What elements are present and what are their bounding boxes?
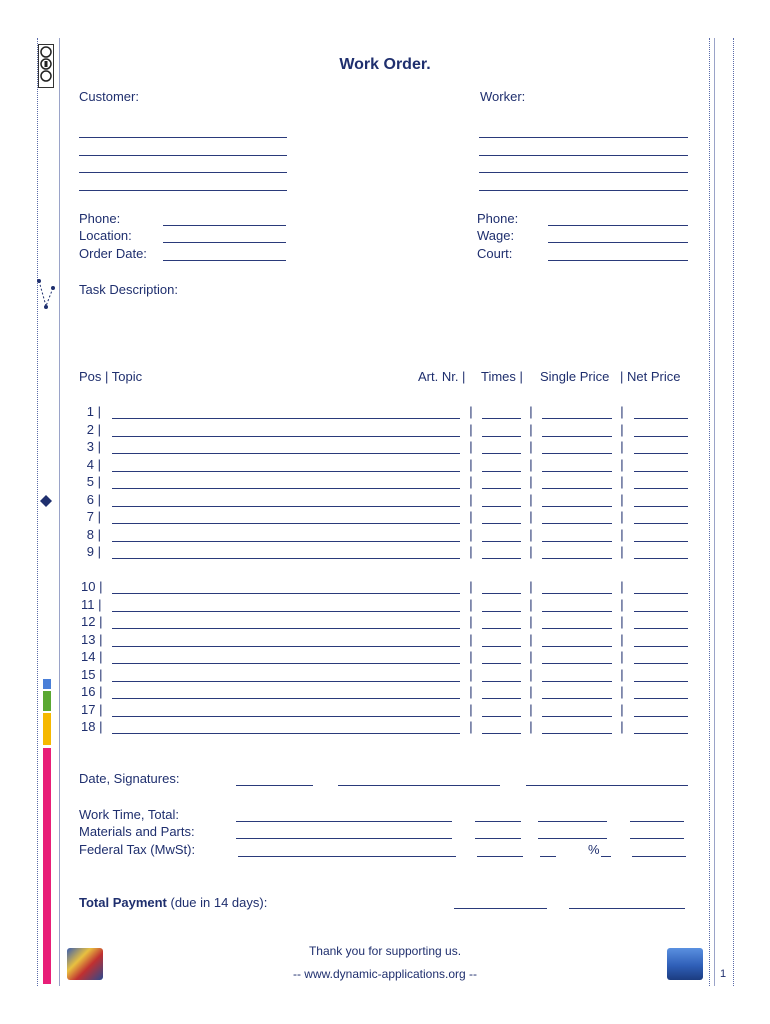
row-separator: |	[469, 527, 473, 542]
tax-rate-field[interactable]	[601, 856, 611, 857]
row-number: 12 |	[81, 614, 103, 629]
row-number: 6 |	[86, 492, 101, 507]
total-payment-field-1[interactable]	[454, 908, 547, 909]
customer-address-line-2[interactable]	[79, 155, 287, 156]
row-separator: |	[529, 544, 533, 559]
page-title: Work Order.	[339, 56, 431, 73]
customer-location-field[interactable]	[163, 242, 286, 243]
tax-desc-field[interactable]	[238, 856, 456, 857]
row-separator: |	[469, 579, 473, 594]
row-number: 9 |	[86, 544, 101, 559]
row-net-price-field[interactable]	[634, 663, 688, 664]
materials-price-field[interactable]	[538, 838, 607, 839]
row-topic-field[interactable]	[112, 488, 460, 489]
row-separator: |	[529, 684, 533, 699]
row-separator: |	[620, 544, 624, 559]
row-separator: |	[620, 719, 624, 734]
row-separator: |	[620, 614, 624, 629]
row-single-price-field[interactable]	[542, 453, 612, 454]
row-topic-field[interactable]	[112, 541, 460, 542]
customer-address-line-3[interactable]	[79, 172, 287, 173]
row-number: 8 |	[86, 527, 101, 542]
row-times-field[interactable]	[482, 453, 521, 454]
row-separator: |	[620, 439, 624, 454]
row-net-price-field[interactable]	[634, 628, 688, 629]
signature-field-1[interactable]	[338, 785, 500, 786]
worker-address-line-1[interactable]	[479, 137, 688, 138]
materials-net-field[interactable]	[630, 838, 684, 839]
row-separator: |	[529, 719, 533, 734]
row-separator: |	[469, 684, 473, 699]
row-net-price-field[interactable]	[634, 488, 688, 489]
row-number: 16 |	[81, 684, 103, 699]
row-topic-field[interactable]	[112, 453, 460, 454]
row-separator: |	[529, 667, 533, 682]
row-number: 13 |	[81, 632, 103, 647]
row-net-price-field[interactable]	[634, 716, 688, 717]
cc-license-icon	[38, 44, 54, 88]
left-solid-rule	[59, 38, 60, 986]
row-separator: |	[469, 544, 473, 559]
row-separator: |	[620, 684, 624, 699]
row-separator: |	[620, 702, 624, 717]
left-dotted-rule	[37, 38, 38, 986]
row-times-field[interactable]	[482, 593, 521, 594]
total-payment-label	[79, 895, 267, 911]
row-separator: |	[469, 719, 473, 734]
customer-label: Customer:	[79, 89, 139, 104]
row-number: 15 |	[81, 667, 103, 682]
date-field[interactable]	[236, 785, 313, 786]
right-dotted-rule-1	[709, 38, 710, 986]
row-net-price-field[interactable]	[634, 523, 688, 524]
row-times-field[interactable]	[482, 733, 521, 734]
row-net-price-field[interactable]	[634, 418, 688, 419]
customer-phone-label: Phone:	[79, 211, 121, 226]
row-single-price-field[interactable]	[542, 663, 612, 664]
row-separator: |	[529, 457, 533, 472]
row-separator: |	[620, 527, 624, 542]
row-topic-field[interactable]	[112, 611, 460, 612]
row-separator: |	[620, 457, 624, 472]
customer-phone-field[interactable]	[163, 225, 286, 226]
row-single-price-field[interactable]	[542, 681, 612, 682]
row-separator: |	[620, 492, 624, 507]
times-header: Times |	[481, 369, 523, 384]
row-separator: |	[469, 632, 473, 647]
row-separator: |	[620, 404, 624, 419]
row-separator: |	[529, 404, 533, 419]
row-separator: |	[529, 579, 533, 594]
row-single-price-field[interactable]	[542, 698, 612, 699]
row-topic-field[interactable]	[112, 523, 460, 524]
row-separator: |	[529, 422, 533, 437]
row-separator: |	[529, 614, 533, 629]
row-topic-field[interactable]	[112, 663, 460, 664]
row-times-field[interactable]	[482, 716, 521, 717]
customer-location-label: Location:	[79, 228, 132, 243]
row-times-field[interactable]	[482, 436, 521, 437]
row-single-price-field[interactable]	[542, 733, 612, 734]
worker-phone-label: Phone:	[477, 211, 519, 226]
row-separator: |	[620, 597, 624, 612]
row-separator: |	[620, 509, 624, 524]
work-time-desc-field[interactable]	[236, 821, 452, 822]
worker-court-field[interactable]	[548, 260, 688, 261]
row-separator: |	[469, 457, 473, 472]
row-number: 1 |	[86, 404, 101, 419]
row-topic-field[interactable]	[112, 593, 460, 594]
row-separator: |	[529, 649, 533, 664]
row-number: 11 |	[81, 597, 102, 612]
row-times-field[interactable]	[482, 628, 521, 629]
row-single-price-field[interactable]	[542, 558, 612, 559]
footer-thanks: Thank you for supporting us.	[308, 944, 462, 958]
total-payment-bold: Total Payment	[79, 895, 167, 910]
fold-mark-icon	[36, 278, 56, 312]
worker-wage-label: Wage:	[477, 228, 515, 243]
right-solid-rule	[714, 38, 715, 986]
row-number: 4 |	[86, 457, 101, 472]
row-times-field[interactable]	[482, 681, 521, 682]
row-separator: |	[529, 439, 533, 454]
row-topic-field[interactable]	[112, 506, 460, 507]
row-number: 17 |	[81, 702, 103, 717]
federal-tax-label: Federal Tax (MwSt):	[79, 842, 196, 857]
row-separator: |	[469, 439, 473, 454]
row-net-price-field[interactable]	[634, 541, 688, 542]
materials-desc-field[interactable]	[236, 838, 452, 839]
percent-sign: %	[588, 842, 600, 857]
row-separator: |	[469, 702, 473, 717]
row-separator: |	[469, 509, 473, 524]
row-separator: |	[529, 509, 533, 524]
work-time-price-field[interactable]	[538, 821, 607, 822]
row-topic-field[interactable]	[112, 733, 460, 734]
row-separator: |	[469, 492, 473, 507]
row-topic-field[interactable]	[112, 681, 460, 682]
row-net-price-field[interactable]	[634, 471, 688, 472]
row-number: 18 |	[81, 719, 103, 734]
row-separator: |	[529, 702, 533, 717]
worker-wage-field[interactable]	[548, 242, 688, 243]
row-single-price-field[interactable]	[542, 716, 612, 717]
row-times-field[interactable]	[482, 541, 521, 542]
row-times-field[interactable]	[482, 523, 521, 524]
customer-address-line-1[interactable]	[79, 137, 287, 138]
row-net-price-field[interactable]	[634, 611, 688, 612]
row-net-price-field[interactable]	[634, 698, 688, 699]
total-payment-note: (due in 14 days):	[166, 895, 268, 910]
materials-qty-field[interactable]	[475, 838, 521, 839]
row-separator: |	[469, 422, 473, 437]
art-nr-header: Art. Nr. |	[418, 369, 466, 384]
row-times-field[interactable]	[482, 663, 521, 664]
row-net-price-field[interactable]	[634, 593, 688, 594]
row-separator: |	[469, 649, 473, 664]
left-logo-image	[67, 948, 103, 980]
row-topic-field[interactable]	[112, 418, 460, 419]
row-single-price-field[interactable]	[542, 471, 612, 472]
row-net-price-field[interactable]	[634, 681, 688, 682]
row-times-field[interactable]	[482, 471, 521, 472]
worker-address-line-3[interactable]	[479, 172, 688, 173]
row-net-price-field[interactable]	[634, 453, 688, 454]
net-price-header: | Net Price	[620, 369, 681, 384]
row-number: 14 |	[81, 649, 103, 664]
row-single-price-field[interactable]	[542, 611, 612, 612]
footer-website[interactable]: -- www.dynamic-applications.org --	[292, 967, 478, 981]
worker-address-line-4[interactable]	[479, 190, 688, 191]
row-times-field[interactable]	[482, 558, 521, 559]
row-separator: |	[620, 474, 624, 489]
row-separator: |	[469, 614, 473, 629]
row-times-field[interactable]	[482, 418, 521, 419]
row-separator: |	[620, 667, 624, 682]
row-topic-field[interactable]	[112, 698, 460, 699]
color-bar-pink	[43, 748, 51, 984]
row-separator: |	[620, 649, 624, 664]
pos-topic-header: Pos | Topic	[79, 369, 143, 384]
row-single-price-field[interactable]	[542, 506, 612, 507]
row-number: 2 |	[86, 422, 101, 437]
row-number: 7 |	[86, 509, 101, 524]
tax-net-field[interactable]	[632, 856, 686, 857]
worker-court-label: Court:	[477, 246, 513, 261]
row-separator: |	[529, 597, 533, 612]
row-topic-field[interactable]	[112, 471, 460, 472]
row-separator: |	[469, 597, 473, 612]
color-bar-green	[43, 691, 51, 711]
row-net-price-field[interactable]	[634, 506, 688, 507]
work-time-net-field[interactable]	[630, 821, 684, 822]
single-price-header: Single Price	[540, 369, 610, 384]
total-payment-field-2[interactable]	[569, 908, 685, 909]
row-number: 5 |	[86, 474, 101, 489]
work-time-label: Work Time, Total:	[79, 807, 179, 822]
row-separator: |	[529, 632, 533, 647]
page-number: 1	[720, 968, 727, 980]
row-times-field[interactable]	[482, 611, 521, 612]
materials-label: Materials and Parts:	[79, 824, 195, 839]
color-bar-blue	[43, 679, 51, 689]
row-topic-field[interactable]	[112, 436, 460, 437]
row-separator: |	[469, 667, 473, 682]
row-separator: |	[529, 492, 533, 507]
row-times-field[interactable]	[482, 646, 521, 647]
row-number: 3 |	[86, 439, 101, 454]
tax-qty-field[interactable]	[477, 856, 523, 857]
work-time-qty-field[interactable]	[475, 821, 521, 822]
row-single-price-field[interactable]	[542, 646, 612, 647]
worker-phone-field[interactable]	[548, 225, 688, 226]
row-topic-field[interactable]	[112, 646, 460, 647]
customer-order-date-label: Order Date:	[79, 246, 147, 261]
row-net-price-field[interactable]	[634, 558, 688, 559]
row-net-price-field[interactable]	[634, 733, 688, 734]
tax-rate-prefix-field[interactable]	[540, 856, 556, 857]
date-signatures-label: Date, Signatures:	[79, 771, 180, 786]
row-number: 10 |	[81, 579, 103, 594]
row-topic-field[interactable]	[112, 558, 460, 559]
row-separator: |	[529, 527, 533, 542]
row-net-price-field[interactable]	[634, 646, 688, 647]
row-net-price-field[interactable]	[634, 436, 688, 437]
row-single-price-field[interactable]	[542, 628, 612, 629]
row-topic-field[interactable]	[112, 716, 460, 717]
task-description-label: Task Description:	[79, 282, 178, 297]
row-topic-field[interactable]	[112, 628, 460, 629]
row-single-price-field[interactable]	[542, 488, 612, 489]
row-separator: |	[620, 579, 624, 594]
signature-field-2[interactable]	[526, 785, 688, 786]
row-separator: |	[469, 404, 473, 419]
customer-order-date-field[interactable]	[163, 260, 286, 261]
row-single-price-field[interactable]	[542, 436, 612, 437]
row-separator: |	[469, 474, 473, 489]
row-times-field[interactable]	[482, 506, 521, 507]
row-single-price-field[interactable]	[542, 593, 612, 594]
worker-label: Worker:	[480, 89, 526, 104]
row-separator: |	[529, 474, 533, 489]
worker-address-line-2[interactable]	[479, 155, 688, 156]
row-separator: |	[620, 632, 624, 647]
right-dotted-rule-2	[733, 38, 734, 986]
row-single-price-field[interactable]	[542, 523, 612, 524]
row-separator: |	[620, 422, 624, 437]
row-times-field[interactable]	[482, 488, 521, 489]
row-single-price-field[interactable]	[542, 541, 612, 542]
right-logo-image	[667, 948, 703, 980]
color-bar-yellow	[43, 713, 51, 745]
row-single-price-field[interactable]	[542, 418, 612, 419]
row-times-field[interactable]	[482, 698, 521, 699]
punch-mark-icon	[40, 494, 52, 506]
customer-address-line-4[interactable]	[79, 190, 287, 191]
